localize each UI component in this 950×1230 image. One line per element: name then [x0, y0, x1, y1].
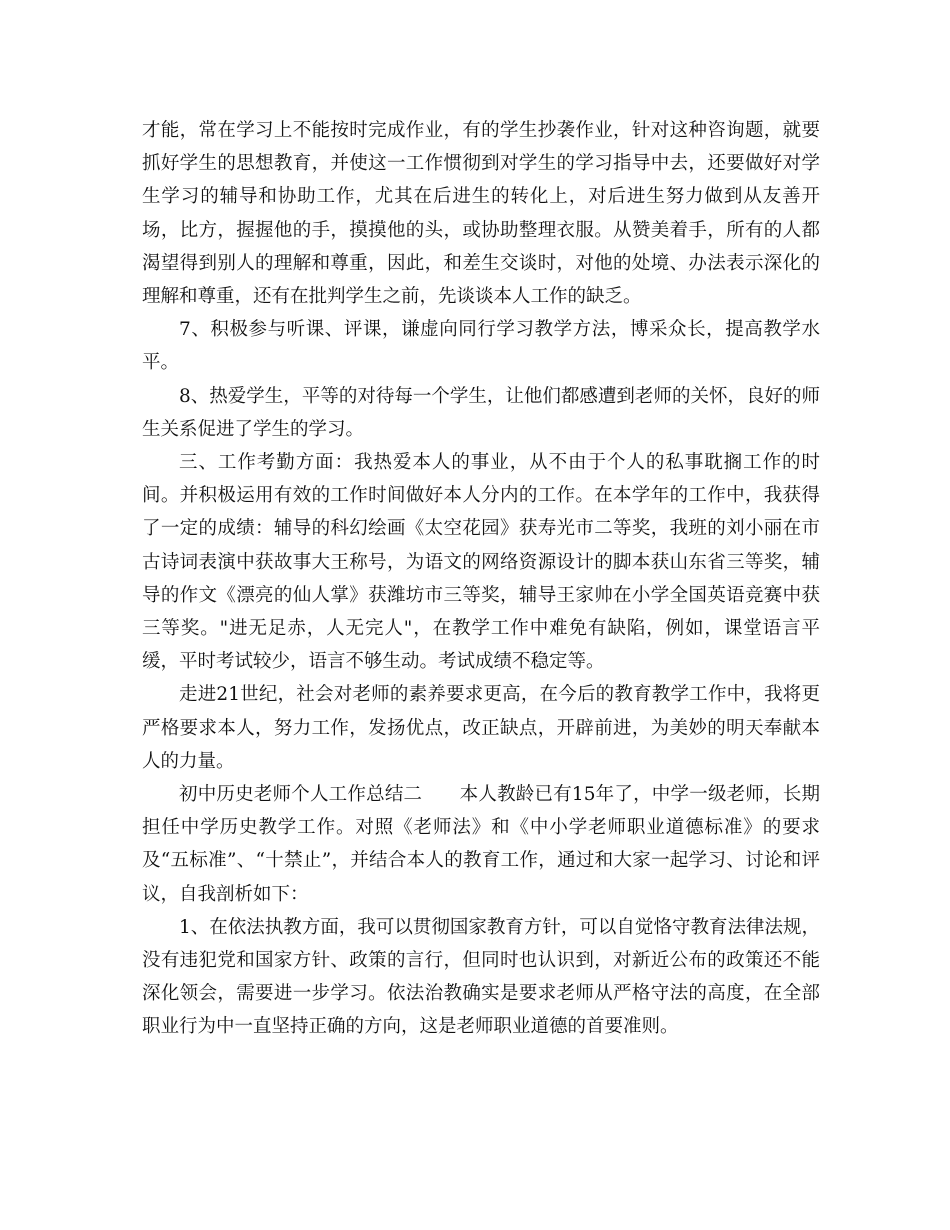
- paragraph-5: 走进21世纪，社会对老师的素养要求更高，在今后的教育教学工作中，我将更严格要求本人，努力工作，发扬优点，改正缺点，开辟前进，为美妙的明天奉献本人的力量。: [142, 684, 820, 772]
- document-body: [142, 114, 820, 1044]
- paragraph-2: 7、积极参与听课、评课，谦虚向同行学习教学方法，博采众长，提高教学水平。: [142, 319, 820, 374]
- paragraph-1: 才能，常在学习上不能按时完成作业，有的学生抄袭作业，针对这种咨询题，就要抓好学生的思想教育，并使这一工作惯彻到对学生的学习指导中去，还要做好对学生学习的辅导和协助工作，尤其在后进生的转化上，对后进生努力做到从友善开场，比方，握握他的手，摸摸他的头，或协助整理衣服。从赞美着手，所有的人都渴望得到别人的理解和尊重，因此，和差生交谈时，对他的处境、办法表示深化的理解和尊重，还有在批判学生之前，先谈谈本人工作的缺乏。: [142, 120, 820, 308]
- paragraph-3: 8、热爱学生，平等的对待每一个学生，让他们都感遭到老师的关怀，良好的师生关系促进了学生的学习。: [142, 385, 820, 440]
- paragraph-7: 1、在依法执教方面，我可以贯彻国家教育方针，可以自觉恪守教育法律法规，没有违犯党和国家方针、政策的言行，但同时也认识到，对新近公布的政策还不能深化领会，需要进一步学习。依法治教确实是要求老师从严格守法的高度，在全部职业行为中一直坚持正确的方向，这是老师职业道德的首要准则。: [142, 916, 820, 1038]
- paragraph-6: 初中历史老师个人工作总结二 本人教龄已有15年了，中学一级老师，长期担任中学历史教学工作。对照《老师法》和《中小学老师职业道德标准》的要求及“五标准”、“十禁止”，并结合本人的教育工作，通过和大家一起学习、讨论和评议，自我剖析如下：: [142, 784, 820, 905]
- paragraph-4: 三、工作考勤方面：我热爱本人的事业，从不由于个人的私事耽搁工作的时间。并积极运用有效的工作时间做好本人分内的工作。在本学年的工作中，我获得了一定的成绩：辅导的科幻绘画《太空花园》获寿光市二等奖，我班的刘小丽在市古诗词表演中获故事大王称号，为语文的网络资源设计的脚本获山东省三等奖，辅导的作文《漂亮的仙人掌》获潍坊市三等奖，辅导王家帅在小学全国英语竞赛中获三等奖。"进无足赤，人无完人"，在教学工作中难免有缺陷，例如，课堂语言平缓，平时考试较少，语言不够生动。考试成绩不稳定等。: [142, 452, 820, 673]
